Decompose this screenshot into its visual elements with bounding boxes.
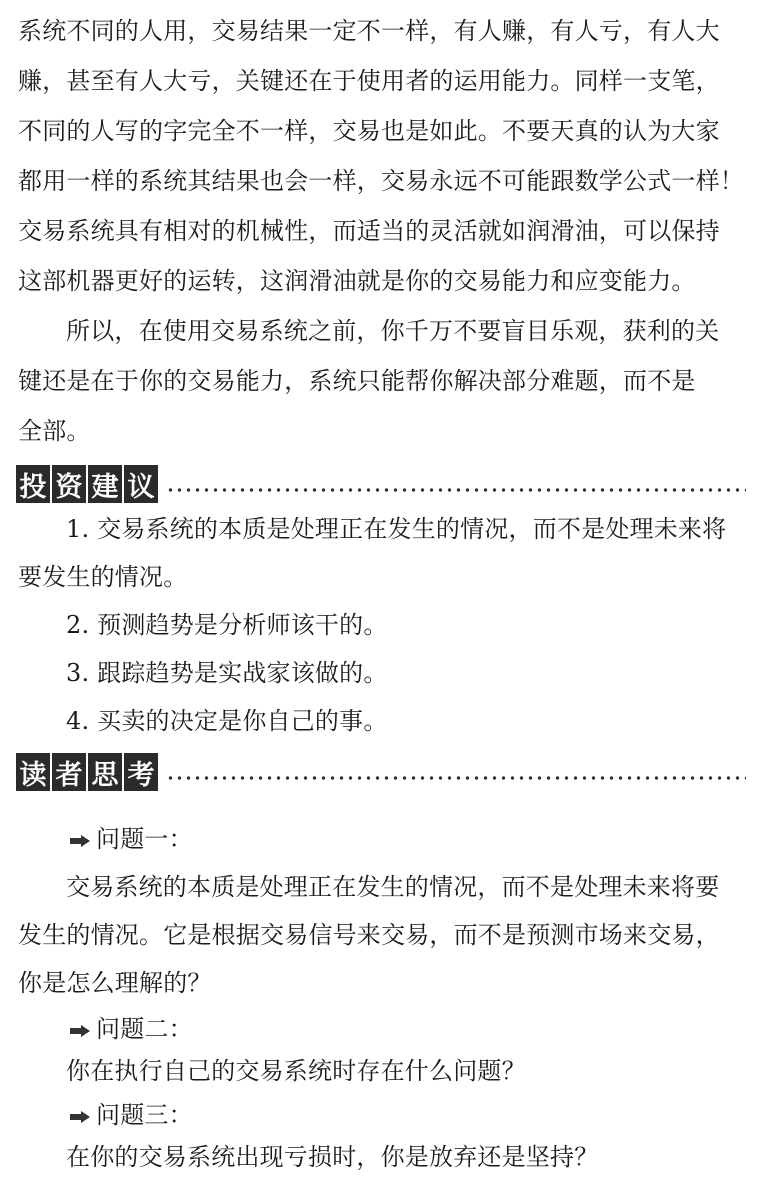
question-2-label-row <box>70 1012 748 1046</box>
arrow-right-icon <box>70 1025 90 1037</box>
question-1-label-row <box>70 822 748 856</box>
advice-line-5: 4. 买卖的决定是你自己的事。 <box>66 707 388 735</box>
body-line-2: 赚，甚至有人大亏，关键还在于使用者的运用能力。同样一支笔， <box>18 67 720 95</box>
advice-line-4: 3. 跟踪趋势是实战家该做的。 <box>66 659 388 687</box>
advice-line-1: 1. 交易系统的本质是处理正在发生的情况，而不是处理未来将 <box>66 515 727 543</box>
question-3-label-row <box>70 1098 748 1132</box>
dotted-rule <box>166 775 746 781</box>
question-1-line-1: 交易系统的本质是处理正在发生的情况，而不是处理未来将要 <box>66 873 720 901</box>
question-3-label: 问题三： <box>96 1101 193 1129</box>
question-1-line-3: 你是怎么理解的？ <box>18 969 212 997</box>
body-line-3: 不同的人写的字完全不一样，交易也是如此。不要天真的认为大家 <box>18 117 720 145</box>
question-2-line-1: 你在执行自己的交易系统时存在什么问题？ <box>66 1057 526 1085</box>
arrow-right-icon <box>70 835 90 847</box>
section-title-advice <box>16 465 160 503</box>
section-title-char: 思 <box>88 753 122 791</box>
section-title-char: 议 <box>124 465 158 503</box>
section-title-char: 建 <box>88 465 122 503</box>
section-title-char: 读 <box>16 753 50 791</box>
dotted-rule <box>166 487 746 493</box>
section-title-char: 资 <box>52 465 86 503</box>
section-title-char: 考 <box>124 753 158 791</box>
body-line-8: 键还是在于你的交易能力，系统只能帮你解决部分难题，而不是 <box>18 367 696 395</box>
section-header-advice <box>16 464 746 504</box>
advice-line-3: 2. 预测趋势是分析师该干的。 <box>66 611 388 639</box>
section-title-reader <box>16 753 160 791</box>
question-3-line-1: 在你的交易系统出现亏损时，你是放弃还是坚持？ <box>66 1143 599 1171</box>
section-header-reader <box>16 752 746 792</box>
section-title-char: 投 <box>16 465 50 503</box>
body-line-7: 所以，在使用交易系统之前，你千万不要盲目乐观，获利的关 <box>66 317 720 345</box>
question-2-label: 问题二： <box>96 1015 193 1043</box>
body-line-4: 都用一样的系统其结果也会一样，交易永远不可能跟数学公式一样！ <box>18 167 744 195</box>
question-1-label: 问题一： <box>96 825 193 853</box>
advice-line-2: 要发生的情况。 <box>18 563 188 591</box>
body-line-9: 全部。 <box>18 417 91 445</box>
body-line-5: 交易系统具有相对的机械性，而适当的灵活就如润滑油，可以保持 <box>18 217 720 245</box>
arrow-right-icon <box>70 1111 90 1123</box>
section-title-char: 者 <box>52 753 86 791</box>
body-line-1: 系统不同的人用，交易结果一定不一样，有人赚，有人亏，有人大 <box>18 17 720 45</box>
body-line-6: 这部机器更好的运转，这润滑油就是你的交易能力和应变能力。 <box>18 267 696 295</box>
question-1-line-2: 发生的情况。它是根据交易信号来交易，而不是预测市场来交易， <box>18 921 720 949</box>
